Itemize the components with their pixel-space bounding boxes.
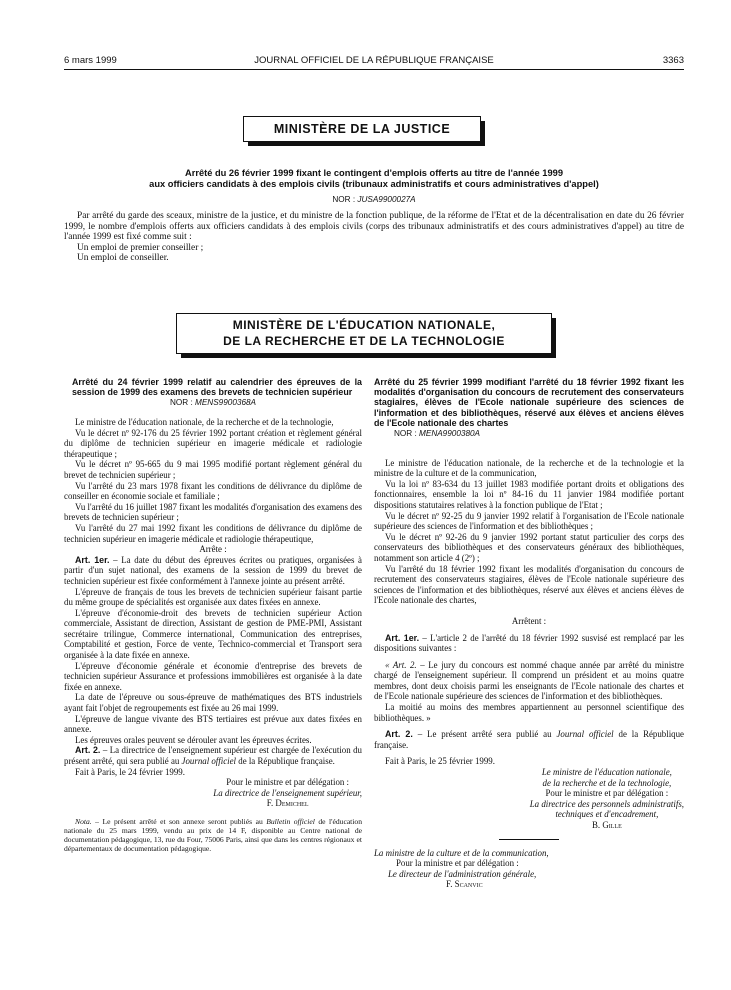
right-art1 xyxy=(374,633,684,654)
left-column xyxy=(64,377,362,853)
right-quote-2: La moitié au moins des membres appartiennent au personnel scientifique des bibliothèques. » xyxy=(374,702,684,723)
right-sign-8: Pour la ministre et par délégation : xyxy=(396,858,519,869)
right-sign-7: La ministre de la culture et de la communication, xyxy=(374,847,549,858)
header-date: 6 mars 1999 xyxy=(64,55,117,66)
left-signature xyxy=(64,777,362,809)
right-sign-5: techniques et d'encadrement, xyxy=(555,809,659,820)
signature-separator xyxy=(499,839,559,840)
justice-item-2: Un emploi de conseiller. xyxy=(77,253,169,264)
right-signature-2 xyxy=(374,848,684,890)
right-p1: Le ministre de l'éducation nationale, de la recherche et de la technologie et la ministre de la culture et de la communication, xyxy=(374,457,684,479)
justice-body xyxy=(64,211,684,264)
nor-code: MENS9900368A xyxy=(195,398,257,408)
right-sign-3: Pour le ministre et par délégation : xyxy=(545,788,669,799)
justice-title-line2: aux officiers candidats à des emplois civils (tribunaux administratifs et cours administratives d'appel) xyxy=(149,179,599,189)
left-p12: Les épreuves orales peuvent se dérouler avant les épreuves écrites. xyxy=(75,734,312,745)
ministry-justice-label: MINISTÈRE DE LA JUSTICE xyxy=(273,122,451,136)
right-signature-1 xyxy=(374,767,684,831)
left-decree-title: Arrêté du 24 février 1999 relatif au calendrier des épreuves de la session de 1999 des examens des brevets de technicien supérieur xyxy=(72,377,362,398)
left-p2: Vu le décret nº 92-176 du 25 février 1992 portant création et règlement général du diplôme de technicien supérieur en imagerie médicale et radiologie thérapeutique ; xyxy=(64,427,362,459)
right-sign-1: Le ministre de l'éducation nationale, xyxy=(541,767,672,778)
nor-label: NOR : xyxy=(169,398,193,408)
justice-paragraph: Par arrêté du garde des sceaux, ministre de la justice, et du ministre de la fonction publique, de la réforme de l'Etat et de la décentralisation en date du 26 février 1999, le nombre d'emplois offerts aux officiers candidats à des emplois civils (corps des tribunaux administratifs et des cours administratives d'appel) au titre de l'année 1999 est fixé comme suit : xyxy=(64,211,684,243)
note-label: Nota. xyxy=(75,816,92,826)
art2-text-b: de la République française. xyxy=(236,756,335,766)
ministry-education-line2: DE LA RECHERCHE ET DE LA TECHNOLOGIE xyxy=(223,334,505,348)
left-p8: L'épreuve d'économie-droit des brevets de technicien supérieur Action commerciale, Assistant de direction, Assistant de gestion de PME-PMI, Assistant secrétaire trilingue, Commerce international, Communication des entreprises, Comptabilité et gestion, Force de vente, Technico-commercial et Transport sera organisée à la date fixée en annexe. xyxy=(64,607,362,661)
art2-text-a: – Le présent arrêté sera publié au xyxy=(412,729,557,740)
art2-text-a: – La directrice de l'enseignement supérieur est chargée de l'exécution du présent arrêté, qui sera publié au xyxy=(64,745,362,766)
left-note xyxy=(64,817,362,853)
right-art2 xyxy=(374,729,684,750)
right-quote xyxy=(374,660,684,702)
nor-code: MENA9900380A xyxy=(419,429,481,439)
left-p10: La date de l'épreuve ou sous-épreuve de mathématiques des BTS industriels ayant fait l'objet de regroupements est fixée au 26 mai 1999. xyxy=(64,692,362,714)
left-fait: Fait à Paris, le 24 février 1999. xyxy=(75,766,185,777)
right-arretent: Arrêtent : xyxy=(511,615,547,626)
justice-item-1: Un emploi de premier conseiller ; xyxy=(77,242,204,253)
right-fait: Fait à Paris, le 25 février 1999. xyxy=(385,756,495,767)
nor-label: NOR : xyxy=(332,195,356,204)
art2-journal: Journal officiel xyxy=(181,756,237,766)
left-art2 xyxy=(64,745,362,766)
left-arrete: Arrête : xyxy=(199,544,227,555)
note-text-a: – Le présent arrêté et son annexe seront publiés au xyxy=(91,816,267,826)
left-p1: Le ministre de l'éducation nationale, de la recherche et de la technologie, xyxy=(75,417,334,427)
left-art1 xyxy=(64,555,362,587)
art2-text-b: de la République française. xyxy=(374,729,684,750)
left-p6: Vu l'arrêté du 27 mai 1992 fixant les conditions de délivrance du diplôme de technicien supérieur en imagerie médicale et radiologie thérapeutique, xyxy=(64,522,362,544)
right-p4: Vu le décret nº 92-26 du 9 janvier 1992 portant statut particulier des corps des conservateurs des bibliothèques et des conservateurs généraux des bibliothèques, notamment son article 4 (2º) ; xyxy=(374,531,684,563)
art2-label: Art. 2. xyxy=(75,745,101,756)
ministry-justice-box xyxy=(243,116,481,142)
left-p7: L'épreuve de français de tous les brevets de technicien supérieur faisant partie du même groupe de spécialités est organisée aux dates fixées en annexe. xyxy=(64,586,362,608)
right-column xyxy=(374,377,684,890)
page-header xyxy=(64,55,684,69)
justice-title-line1: Arrêté du 26 février 1999 fixant le contingent d'emplois offerts au titre de l'année 1999 xyxy=(185,168,563,178)
right-sign-2: de la recherche et de la technologie, xyxy=(542,777,672,788)
quote-article: « Art. 2. xyxy=(385,659,417,670)
art2-journal: Journal officiel xyxy=(556,729,614,740)
ministry-education-box xyxy=(176,313,552,354)
art1-text: – La date du début des épreuves écrites ou pratiques, organisées à partir d'un sujet national, des examens de la session de 1999 du brevet de technicien supérieur est fixée conformément à l'annexe jointe au présent arrêté. xyxy=(64,554,362,586)
left-p9: L'épreuve d'économie générale et économie d'entreprise des brevets de technicien supérieur Assurance et professions immobilières est organisée à la date fixée en annexe. xyxy=(64,660,362,692)
art2-label: Art. 2. xyxy=(385,729,413,740)
left-p4: Vu l'arrêté du 23 mars 1978 fixant les conditions de délivrance du diplôme de conseiller en économie sociale et familiale ; xyxy=(64,480,362,502)
nor-code: JUSA9900027A xyxy=(357,195,416,204)
right-p5: Vu l'arrêté du 18 février 1992 fixant les modalités d'organisation du concours de recrutement des conservateurs stagiaires, élèves de l'Ecole nationale supérieure des sciences de l'information et des bibliothèques, réservé aux élèves et anciens élèves de l'Ecole nationale des chartes, xyxy=(374,563,684,606)
left-p5: Vu l'arrêté du 16 juillet 1987 fixant les modalités d'organisation des examens des brevets de technicien supérieur ; xyxy=(64,501,362,523)
right-p2: Vu la loi nº 83-634 du 13 juillet 1983 modifiée portant droits et obligations des fonctionnaires, ensemble la loi nº 84-16 du 11 janvier 1984 modifiée portant dispositions statutaires relatives à la fonction publique de l'Etat ; xyxy=(374,478,684,510)
header-page-number: 3363 xyxy=(662,55,684,66)
note-text-b: de l'éducation nationale du 25 mars 1999, vendu au prix de 14 F, disponible au Centre national de documentation pédagogique, 13, rue du Four, 75006 Paris, ainsi que dans les centres régionaux et départementaux de documentation pédagogique. xyxy=(64,816,362,853)
note-bulletin: Bulletin officiel xyxy=(266,816,315,826)
header-journal-title: JOURNAL OFFICIEL DE LA RÉPUBLIQUE FRANÇAISE xyxy=(254,55,494,66)
right-sign-6: B. Gille xyxy=(591,820,622,831)
left-sign-2: La directrice de l'enseignement supérieur, xyxy=(213,787,362,798)
right-sign-9: Le directeur de l'administration générale, xyxy=(388,868,537,879)
right-sign-4: La directrice des personnels administratifs, xyxy=(529,798,684,809)
art1-label: Art. 1er. xyxy=(75,554,110,565)
right-sign-10: F. Scanvic xyxy=(446,879,483,890)
right-nor xyxy=(374,429,684,440)
left-sign-3: F. Demichel xyxy=(266,798,309,809)
ministry-education-line1: MINISTÈRE DE L'ÉDUCATION NATIONALE, xyxy=(232,318,496,332)
left-p3: Vu le décret nº 95-665 du 9 mai 1995 modifié portant règlement général du brevet de technicien supérieur ; xyxy=(64,459,362,480)
art1-text: – L'article 2 de l'arrêté du 18 février 1992 susvisé est remplacé par les dispositions suivantes : xyxy=(374,632,684,654)
art1-label: Art. 1er. xyxy=(385,632,420,643)
justice-decree-title xyxy=(64,168,684,190)
header-rule xyxy=(64,69,684,70)
left-nor xyxy=(64,398,362,409)
nor-label: NOR : xyxy=(394,429,417,439)
right-p3: Vu le décret nº 92-25 du 9 janvier 1992 relatif à l'organisation de l'Ecole nationale supérieure des sciences de l'information et des bibliothèques ; xyxy=(374,510,684,532)
right-decree-title: Arrêté du 25 février 1999 modifiant l'arrêté du 18 février 1992 fixant les modalités d'organisation du concours de recrutement des conservateurs stagiaires, élèves de l'Ecole nationale supérieure des sciences de l'information et des bibliothèques, réservé aux élèves et anciens élèves de l'Ecole nationale des chartes xyxy=(374,377,684,428)
left-p11: L'épreuve de langue vivante des BTS tertiaires est prévue aux dates fixées en annexe. xyxy=(64,713,362,735)
left-sign-1: Pour le ministre et par délégation : xyxy=(226,777,350,788)
quote-text: – Le jury du concours est nommé chaque année par arrêté du ministre chargé de l'enseignement supérieur. Il comprend un président et au moins quatre membres, dont deux choisis parmi les enseignants de l'Ecole nationale des chartes et de l'Ecole nationale supérieure des sciences de l'information et des bibliothèques. xyxy=(374,659,684,702)
justice-nor xyxy=(64,195,684,204)
